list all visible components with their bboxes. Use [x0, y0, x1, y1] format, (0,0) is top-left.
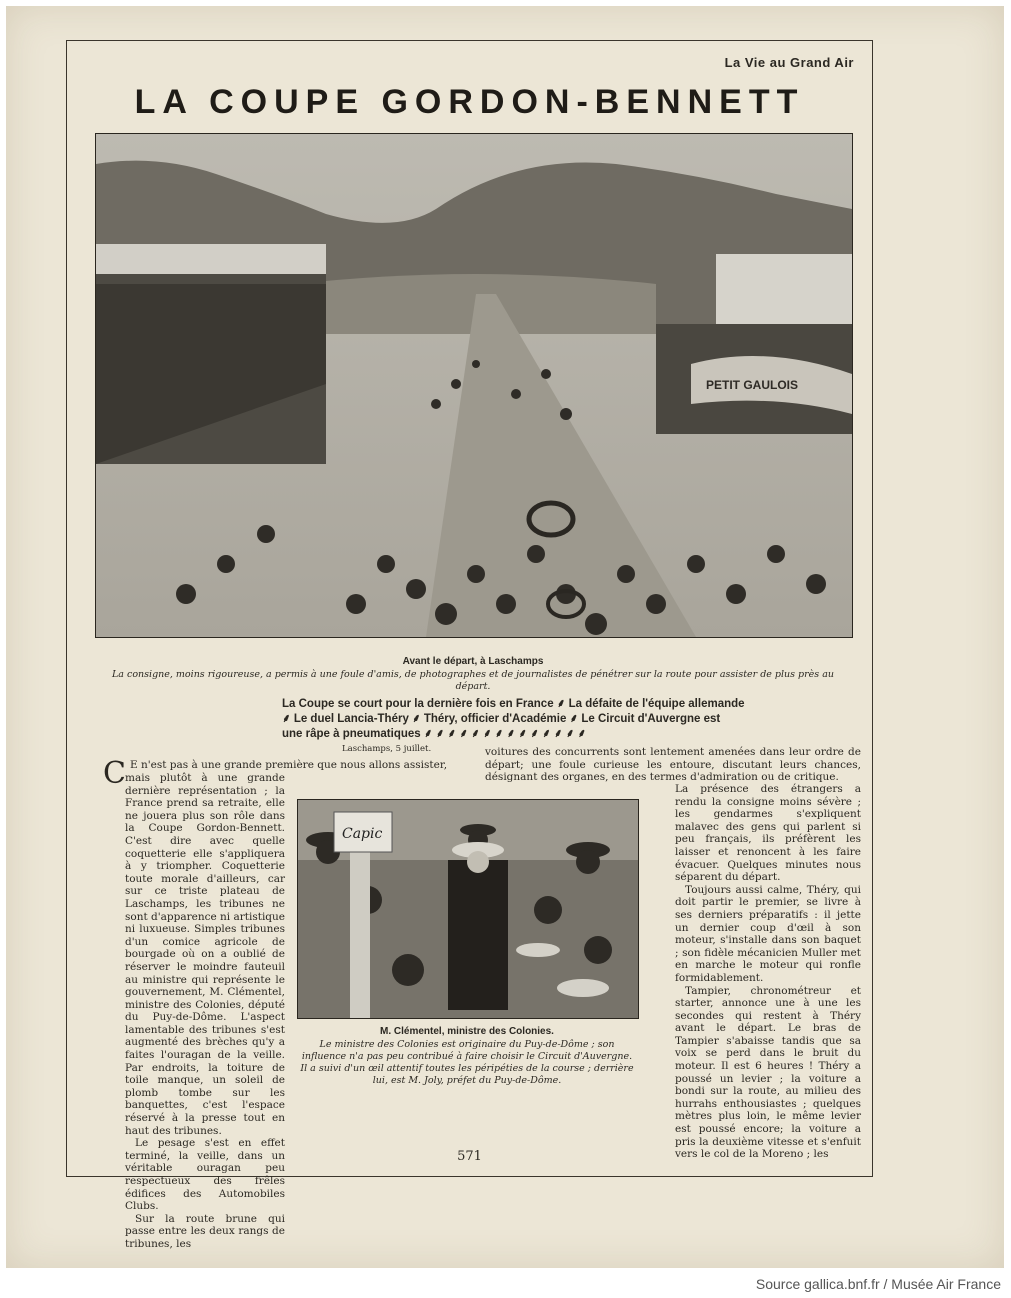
paragraph: Le pesage s'est en effet terminé, la veille, dans un véritable ouragan peu respectueux des frêles édifices des Automobiles Clubs.: [125, 1137, 285, 1213]
running-head: La Vie au Grand Air: [724, 55, 854, 70]
subhead-line: une râpe à pneumatiques ⸙ ⸙ ⸙ ⸙ ⸙ ⸙ ⸙ ⸙ ⸙ ⸙ ⸙ ⸙ ⸙ ⸙: [282, 728, 587, 740]
inset-photo: [297, 799, 639, 1019]
paragraph: mais plutôt à une grande dernière représentation ; la France prend sa retraite, elle ne jouera plus son rôle dans la Coupe Gordon-Bennett. C'est dire avec quelle coquetterie elle s'appliquera à y triompher. Coquetterie toute morale d'ailleurs, car sur ce triste plateau de Laschamps, les tribunes ne sont d'apparence ni artistique ni luxueuse. Simples tribunes d'un comice agricole de bourgade où on a oublié de réserver le moindre fauteuil au ministre qui représente le gouvernement, M. Clémentel, ministre des Colonies, député du Puy-de-Dôme. L'aspect lamentable des tribunes s'est augmenté des brèches qu'y a faites l'ouragan de la veille. Par endroits, la toiture de toile manque, un soleil de plomb tombe sur les banquettes, c'est l'espace réservé à la presse tout en haut des tribunes.: [125, 772, 286, 1137]
paragraph: voitures des concurrents sont lentement amenées dans leur ordre de départ; une foule curieuse les entoure, discutant leurs chances, désignant des organes, en des termes d'admiration ou de critique.: [485, 746, 861, 784]
lead-text: E n'est pas à une grande première que nous allons assister,: [129, 759, 448, 771]
main-photo-caption-title: Avant le départ, à Laschamps: [402, 656, 544, 667]
inset-caption-title: M. Clémentel, ministre des Colonies.: [380, 1026, 554, 1037]
minister-crowd-scene: [298, 800, 638, 1018]
paragraph: Toujours aussi calme, Théry, qui doit partir le premier, se livre à ses derniers préparatifs : il jette un dernier coup d'œil à son moteur, s'installe dans son baquet ; son fidèle mécanicien Muller met en marche le moteur qui ronfle formidablement.: [675, 883, 861, 984]
page-frame: [66, 40, 873, 1250]
page-title: LA COUPE GORDON-BENNETT: [134, 83, 805, 121]
column-3: [675, 783, 861, 1161]
main-photo: [95, 133, 853, 638]
page-number: 571: [457, 1149, 482, 1164]
source-credit: Source gallica.bnf.fr / Musée Air France: [755, 1276, 1001, 1292]
paragraph: La présence des étrangers a rendu la consigne moins sévère ; les gendarmes s'expliquent malavec des gens qui parlent si peu français, ils préfèrent les laisser et renoncent à les faire évacuer. Quelques minutes nous séparent du départ.: [675, 783, 861, 884]
paragraph: Sur la route brune qui passe entre les deux rangs de tribunes, les: [125, 1212, 285, 1250]
sign-text: Capic: [342, 826, 383, 842]
paragraph: Tampier, chronométreur et starter, annonce une à une les secondes qui restent à Théry avant le départ. Le bras de Tampier s'abaisse tandis que sa voix se perd dans le bruit du moteur. Il est 6 heures ! Théry a poussé un levier ; la voiture a bondi sur la route, au milieu des hurrahs enthousiastes ; quelques mètres plus loin, le même levier est poussé encore; la voiture a pris la deuxième vitesse et s'enfuit vers le col de la Moreno ; les: [675, 984, 861, 1161]
race-start-scene: [96, 134, 852, 637]
subheads: [282, 697, 862, 742]
column-2-top: [485, 746, 861, 784]
subhead-line: ⸙ Le duel Lancia-Théry ⸙ Théry, officier d'Académie ⸙ Le Circuit d'Auvergne est: [282, 713, 721, 725]
subhead-line: La Coupe se court pour la dernière fois en France ⸙ La défaite de l'équipe allemande: [282, 698, 745, 710]
main-photo-caption-text: La consigne, moins rigoureuse, a permis à une foule d'amis, de photographes et de journalistes de pénétrer sur la route pour assister de plus près au départ.: [112, 669, 834, 692]
dateline: Laschamps, 5 juillet.: [342, 744, 432, 754]
column-1: [125, 772, 285, 1251]
grandstand-banner: PETIT GAULOIS: [706, 378, 799, 392]
dropcap: C: [103, 756, 126, 791]
inset-caption-text: Le ministre des Colonies est originaire du Puy-de-Dôme ; son influence n'a pas peu contribué à faire choisir le Circuit d'Auvergne. Il a suivi d'un œil attentif toutes les péripéties de la course ; derrière lui, est M. Joly, préfet du Puy-de-Dôme.: [300, 1039, 634, 1086]
